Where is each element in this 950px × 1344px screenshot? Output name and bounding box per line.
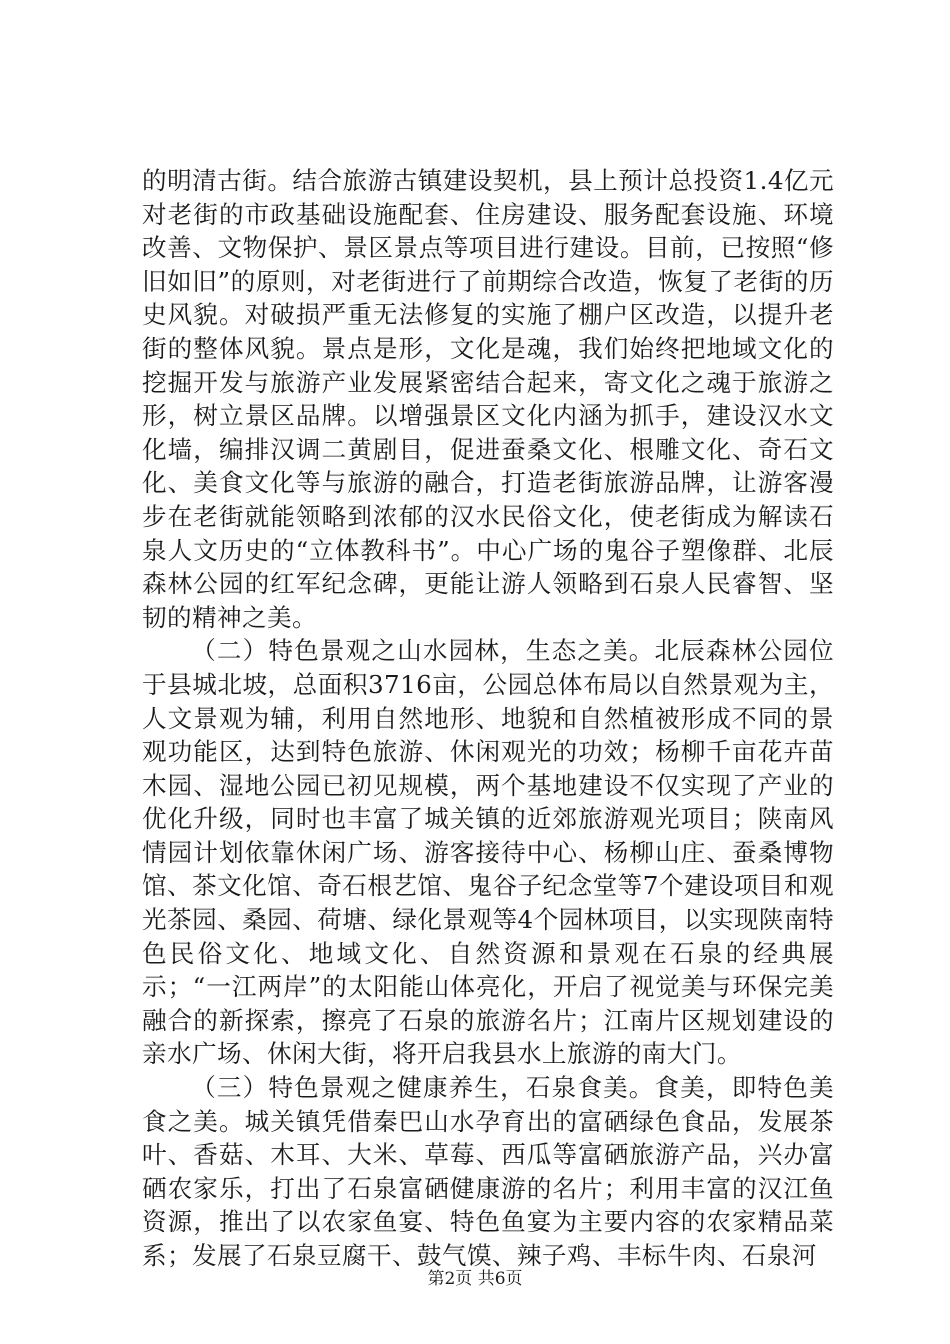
document-body	[142, 164, 834, 1273]
paragraph-3: （三）特色景观之健康养生，石泉食美。食美，即特色美食之美。城关镇凭借秦巴山水孕育出的富硒绿色食品，发展茶叶、香菇、木耳、大米、草莓、西瓜等富硒旅游产品，兴办富硒农家乐，打出了石泉富硒健康游的名片；利用丰富的汉江鱼资源，推出了以农家鱼宴、特色鱼宴为主要内容的农家精品菜系；发展了石泉豆腐干、鼓气馍、辣子鸡、丰标牛肉、石泉河	[142, 1073, 834, 1270]
paragraph-2: （二）特色景观之山水园林，生态之美。北辰森林公园位于县城北坡，总面积3716亩，公园总体布局以自然景观为主，人文景观为辅，利用自然地形、地貌和自然植被形成不同的景观功能区，达到特色旅游、休闲观光的功效；杨柳千亩花卉苗木园、湿地公园已初见规模，两个基地建设不仅实现了产业的优化升级，同时也丰富了城关镇的近郊旅游观光项目；陕南风情园计划依靠休闲广场、游客接待中心、杨柳山庄、蚕桑博物馆、茶文化馆、奇石根艺馆、鬼谷子纪念堂等7个建设项目和观光茶园、桑园、荷塘、绿化景观等4个园林项目，以实现陕南特色民俗文化、地域文化、自然资源和景观在石泉的经典展示；“一江两岸”的太阳能山体亮化，开启了视觉美与环保完美融合的新探索，擦亮了石泉的旅游名片；江南片区规划建设的亲水广场、休闲大街，将开启我县水上旅游的南大门。	[142, 636, 834, 1069]
page-number-footer: 第2页 共6页	[427, 1269, 523, 1289]
paragraph-1: 的明清古街。结合旅游古镇建设契机，县上预计总投资1.4亿元对老街的市政基础设施配套、住房建设、服务配套设施、环境改善、文物保护、景区景点等项目进行建设。目前，已按照“修旧如旧”的原则，对老街进行了前期综合改造，恢复了老街的历史风貌。对破损严重无法修复的实施了棚户区改造，以提升老街的整体风貌。景点是形，文化是魂，我们始终把地域文化的挖掘开发与旅游产业发展紧密结合起来，寄文化之魂于旅游之形，树立景区品牌。以增强景区文化内涵为抓手，建设汉水文化墙，编排汉调二黄剧目，促进蚕桑文化、根雕文化、奇石文化、美食文化等与旅游的融合，打造老街旅游品牌，让游客漫步在老街就能领略到浓郁的汉水民俗文化，使老街成为解读石泉人文历史的“立体教科书”。中心广场的鬼谷子塑像群、北辰森林公园的红军纪念碑，更能让游人领略到石泉人民睿智、坚韧的精神之美。	[142, 166, 834, 632]
